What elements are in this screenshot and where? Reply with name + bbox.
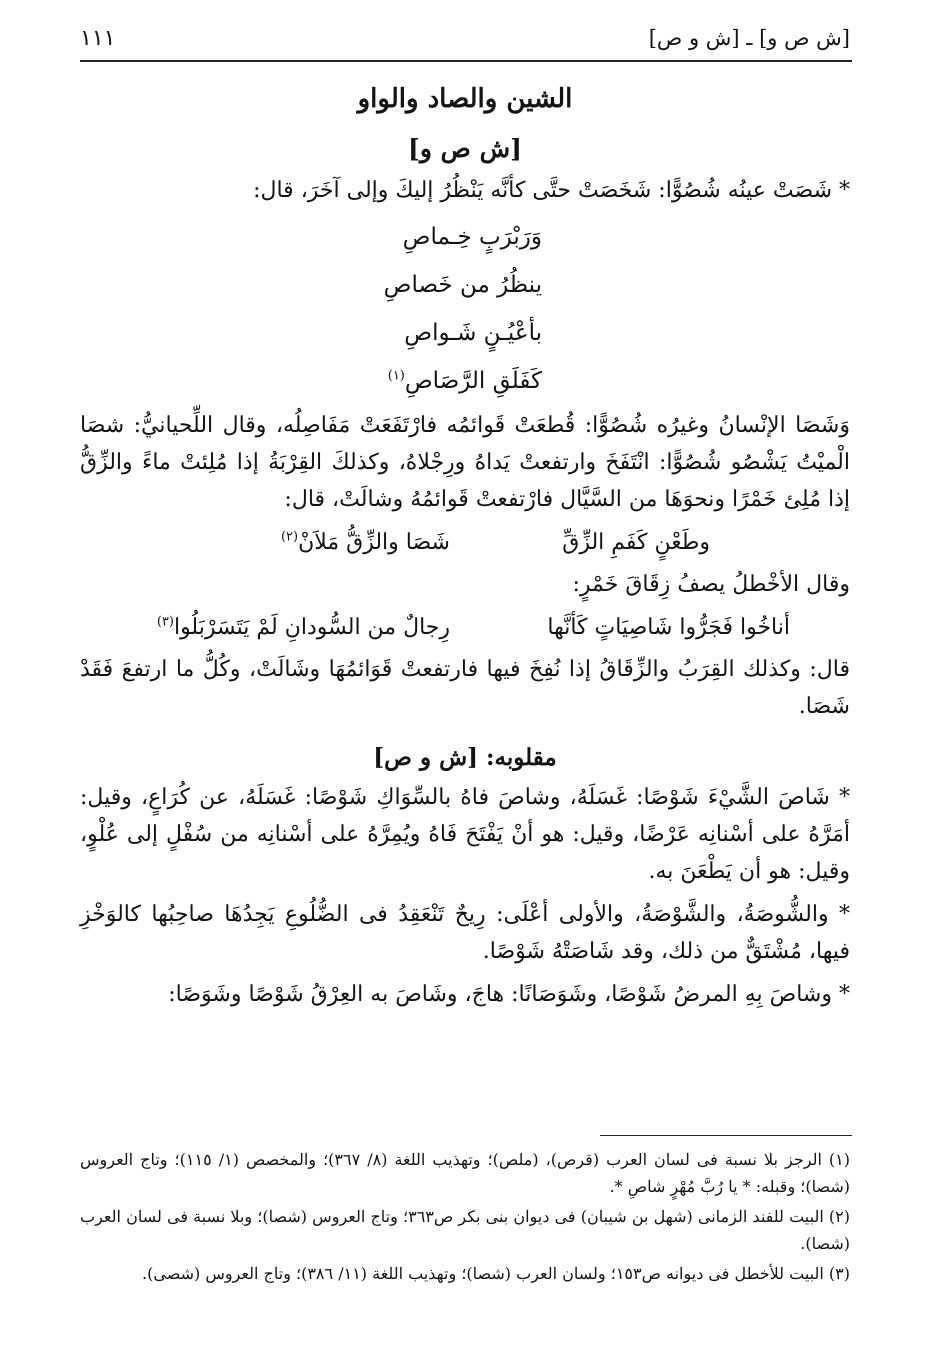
footnote: (٣) البيت للأخطل فى ديوانه ص١٥٣؛ ولسان العرب (شصا)؛ وتهذيب اللغة (١١/ ٣٨٦)؛ وتاج العروس (شصى). bbox=[142, 1264, 850, 1283]
main-text bbox=[80, 72, 850, 1015]
verse-line: ينظُرُ من خَصاصِ bbox=[383, 272, 542, 298]
entry-paragraph: وقال الأخْطلُ يصفُ زِقَاقَ خَمْرٍ: bbox=[572, 572, 850, 597]
entry-paragraph: * وشاصَ بِهِ المرضُ شَوْصًا، وشَوَصَانًا: هاجَ، وشَاصَ به العِرْقُ شَوْصًا وشَوَصًا: bbox=[168, 982, 850, 1007]
first-hemistich: أناخُوا فَجَرُّوا شَاصِيَاتٍ كَأنَّها bbox=[547, 615, 790, 640]
entry-paragraph: قال: وكذلك القِرَبُ والزِّقَاقُ إذا نُفِخَ فيها فارتفعتْ قَوَائمُهَا وشَالَتْ، وكُلُّ ما ارتفعَ فَقَدْ شَصَا. bbox=[80, 657, 850, 719]
running-header bbox=[80, 24, 850, 56]
first-hemistich: وطَعْنٍ كَفَمِ الزِّقِّ bbox=[562, 530, 710, 555]
second-hemistich bbox=[281, 520, 450, 566]
footnote: (٢) البيت للفند الزمانى (شهل بن شيبان) فى ديوان بنى بكر ص٣٦٣؛ وتاج العروس (شصا)؛ وبلا نسبة فى لسان العرب (شصا). bbox=[80, 1207, 850, 1253]
hemistich-text: رِجالٌ من السُّودانِ لَمْ يَتَسَرْبَلُوا bbox=[173, 615, 450, 640]
page-number: ١١١ bbox=[80, 26, 116, 51]
verse-line bbox=[80, 357, 542, 405]
verse-line: وَرَبْرَبٍ خِـماصِ bbox=[402, 224, 542, 250]
verse-text: كَفَلَقِ الرَّصَاصِ bbox=[404, 368, 542, 394]
root-heading: [ش ص و] bbox=[408, 134, 522, 163]
entry-paragraph: وَشَصَا الإنْسانُ وغيرُه شُصُوًّا: قُطعَتْ قَوائمُه فارْتَفَعَتْ مَفَاصِلُه، وقال اللِّحيانيُّ: شصَا الْميْتُ يَشْصُو شُصُوًّا: انْتَفَخَ وارتفعتْ يَداهُ ورِجْلاهُ، وكذلكَ القِرْبَةُ إذا مُلِئتْ ماءً والزِّقُّ إذا مُلِئ خَمْرًا ونحوَهَا من السَّيَّال فارْتفعتْ قَوائمُهُ وشالَتْ، قال: bbox=[80, 413, 850, 512]
header-divider bbox=[80, 60, 852, 62]
entry-paragraph: * شَاصَ الشَّيْءَ شَوْصًا: غَسَلَهُ، وشاصَ فاهُ بالسِّوَاكِ شَوْصًا: غَسَلَهُ، عن كُرَاعٍ، وقيل: أمَرَّهُ على أسْنانِه عَرْضًا، وقيل: هو أنْ يَفْتَحَ فَاهُ ويُمِرَّهُ على أسْنانِه من سُفْلٍ إلى عُلْوٍ، وقيل: هو أن يَطْعَنَ به. bbox=[80, 785, 850, 884]
footnote-ref: (٣) bbox=[156, 614, 174, 630]
root-range-label: [ش ص و] ـ [ش و ص] bbox=[648, 26, 850, 50]
footnote-ref: (٢) bbox=[280, 529, 299, 545]
poetry-couplet bbox=[80, 520, 850, 566]
footnote-ref: (١) bbox=[387, 368, 405, 384]
section-heading: مقلوبه: [ش و ص] bbox=[373, 744, 557, 771]
chapter-title: الشين والصاد والواو bbox=[357, 84, 573, 114]
footnote: (١) الرجز بلا نسبة فى لسان العرب (قرص)، (ملص)؛ وتهذيب اللغة (٨/ ٣٦٧)؛ والمخصص (١/ ١١٥)؛ وتاج العروس (شصا)؛ وقبله: * يا رُبَّ مُهْرٍ شاصِ *. bbox=[80, 1150, 851, 1196]
entry-paragraph: * والشُّوصَةُ، والشَّوْصَةُ، والأولى أعْلَى: رِيحٌ تَنْعَقِدُ فى الضُّلُوعِ يَجِدُهَا صاحِبُها كالوَخْزِ فيها، مُشْتَقٌّ من ذلك، وقد شَاصَتْهُ شَوْصًا. bbox=[80, 902, 850, 964]
second-hemistich bbox=[157, 605, 450, 651]
hemistich-text: شَصَا والزِّقُّ مَلاَنْ bbox=[298, 530, 450, 555]
footnotes bbox=[80, 1146, 850, 1290]
entry-intro: * شَصَتْ عينُه شُصُوًّا: شَخَصَتْ حتَّى كأنَّه يَنْظُرُ إليكَ وإلى آخَرَ، قال: bbox=[253, 178, 850, 203]
poetry-couplet bbox=[80, 605, 850, 651]
verse-line: بأعْيُـنٍ شَـواصِ bbox=[404, 320, 542, 346]
rajaz-verses bbox=[80, 213, 850, 405]
footnote-divider bbox=[600, 1135, 852, 1136]
